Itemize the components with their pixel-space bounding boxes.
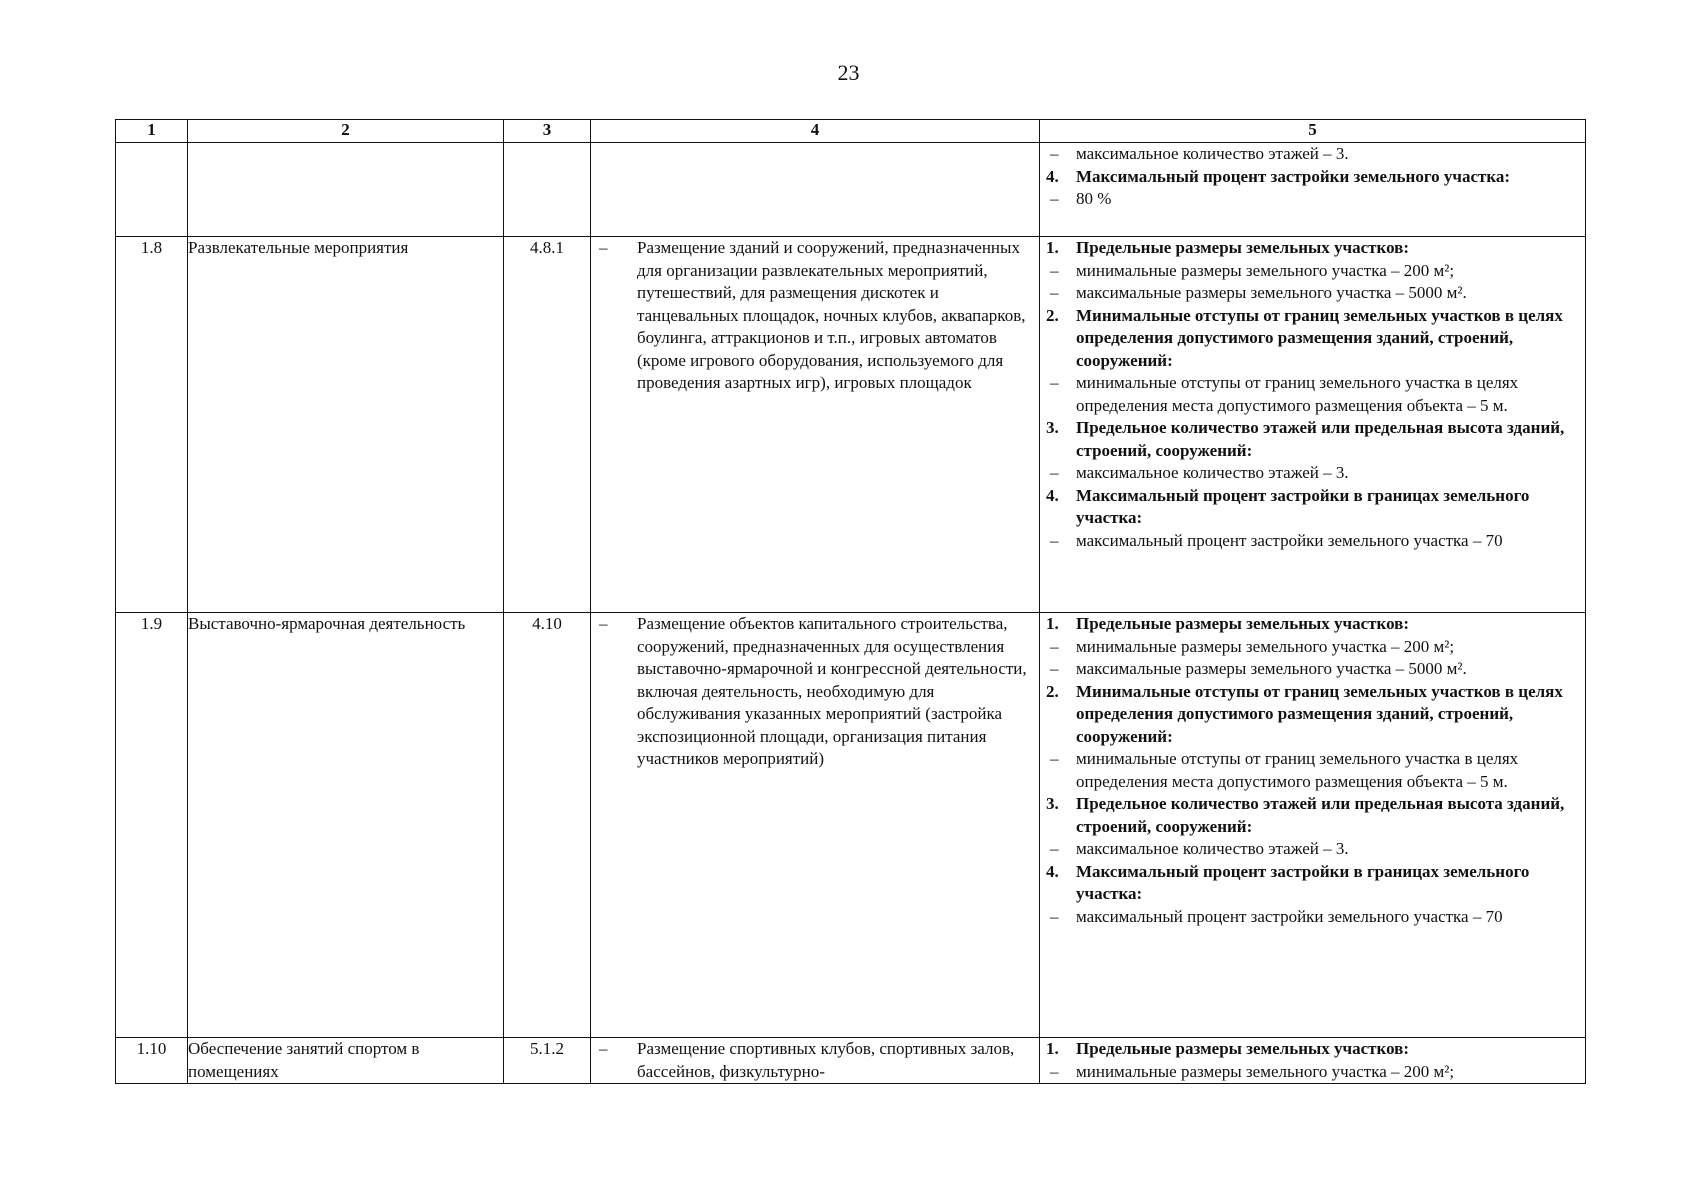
parameters-cell — [1040, 237, 1586, 613]
row-number: 1.10 — [116, 1038, 188, 1084]
header-col-2: 2 — [188, 120, 504, 143]
parameter-heading — [1040, 793, 1585, 838]
parameter-text: Предельные размеры земельных участков: — [1076, 238, 1410, 257]
parameter-heading — [1040, 237, 1585, 260]
parameter-heading — [1040, 1038, 1585, 1061]
parameter-value — [1040, 838, 1585, 861]
header-col-1: 1 — [116, 120, 188, 143]
parameter-text: 80 % — [1076, 189, 1112, 208]
parameter-value — [1040, 748, 1585, 793]
parameter-heading — [1040, 681, 1585, 749]
dash-marker: – — [1050, 906, 1059, 926]
use-code: 4.8.1 — [504, 237, 591, 613]
dash-marker: – — [1050, 144, 1059, 163]
description-text: Размещение объектов капитального строительства, сооружений, предназначенных для осуществления выставочно-ярмарочной и конгрессной деятельности, включая деятельность, необходимую для обслуживания указанных мероприятий (застройка экспозиционной площади, организация питания участников мероприятий) — [637, 614, 1027, 768]
description-item — [591, 613, 1039, 771]
parameter-text: минимальные отступы от границ земельного участка в целях определения места допустимого размещения объекта – 5 м. — [1076, 373, 1519, 415]
use-name: Развлекательные мероприятия — [188, 237, 504, 613]
zoning-table — [115, 119, 1586, 1084]
parameter-heading — [1040, 613, 1585, 636]
parameter-value — [1040, 282, 1585, 305]
dash-marker: – — [1050, 749, 1059, 768]
number-marker: 4. — [1046, 485, 1059, 505]
dash-marker: – — [1050, 636, 1059, 656]
parameter-value — [1040, 658, 1585, 681]
use-code: 5.1.2 — [504, 1038, 591, 1084]
parameters-cell — [1040, 613, 1586, 1038]
dash-marker: – — [1050, 463, 1059, 482]
description-item — [591, 1038, 1039, 1083]
dash-marker: – — [599, 1039, 608, 1058]
number-marker: 2. — [1046, 681, 1059, 701]
parameter-text: минимальные отступы от границ земельного участка в целях определения места допустимого размещения объекта – 5 м. — [1076, 749, 1519, 791]
use-name: Обеспечение занятий спортом в помещениях — [188, 1038, 504, 1084]
parameter-heading — [1040, 485, 1585, 530]
dash-marker: – — [1050, 189, 1059, 208]
dash-marker: – — [1050, 283, 1059, 302]
parameter-text: максимальное количество этажей – 3. — [1076, 839, 1349, 858]
page-number: 23 — [837, 60, 860, 85]
parameter-text: максимальный процент застройки земельного участка – 70 — [1076, 906, 1503, 926]
parameter-value — [1040, 372, 1585, 417]
parameters-cell — [1040, 1038, 1586, 1084]
parameter-text: Минимальные отступы от границ земельных участков в целях определения допустимого размещения зданий, строений, сооружений: — [1076, 305, 1563, 370]
parameter-value — [1040, 462, 1585, 485]
description-text: Размещение зданий и сооружений, предназначенных для организации развлекательных мероприятий, путешествий, для размещения дискотек и танцевальных площадок, ночных клубов, аквапарков, боулинга, аттракционов и т.п., игровых автоматов (кроме игрового оборудования, используемого для проведения азартных игр), игровых площадок — [637, 238, 1026, 392]
header-row — [116, 120, 1586, 143]
dash-marker: – — [1050, 373, 1059, 392]
parameter-text: максимальный процент застройки земельного участка – 70 — [1076, 530, 1503, 550]
number-marker: 4. — [1046, 861, 1059, 881]
table-row — [116, 613, 1586, 1038]
dash-marker: – — [599, 614, 608, 633]
header-col-3: 3 — [504, 120, 591, 143]
number-marker: 1. — [1046, 614, 1059, 633]
parameter-text: Предельные размеры земельных участков: — [1076, 1039, 1410, 1058]
dash-marker: – — [599, 238, 608, 257]
dash-marker: – — [1050, 530, 1059, 550]
use-code — [504, 143, 591, 237]
parameter-text: максимальное количество этажей – 3. — [1076, 144, 1349, 163]
number-marker: 3. — [1046, 418, 1059, 437]
table-row — [116, 143, 1586, 237]
parameter-heading — [1040, 305, 1585, 373]
parameter-heading — [1040, 417, 1585, 462]
dash-marker: – — [1050, 1061, 1059, 1081]
table-row — [116, 237, 1586, 613]
number-marker: 1. — [1046, 1039, 1059, 1058]
parameter-text: максимальные размеры земельного участка – 5000 м². — [1076, 283, 1467, 302]
dash-marker: – — [1050, 659, 1059, 678]
parameter-text: Предельное количество этажей или предельная высота зданий, строений, сооружений: — [1076, 794, 1565, 836]
dash-marker: – — [1050, 839, 1059, 858]
parameter-value — [1040, 188, 1585, 211]
parameter-text: минимальные размеры земельного участка – 200 м²; — [1076, 1061, 1455, 1081]
parameter-heading — [1040, 166, 1585, 189]
parameter-text: Максимальный процент застройки земельного участка: — [1076, 166, 1511, 186]
parameter-text: Минимальные отступы от границ земельных участков в целях определения допустимого размещения зданий, строений, сооружений: — [1076, 681, 1563, 746]
dash-marker: – — [1050, 260, 1059, 280]
row-number — [116, 143, 188, 237]
row-number: 1.9 — [116, 613, 188, 1038]
number-marker: 2. — [1046, 305, 1059, 325]
parameter-text: максимальные размеры земельного участка – 5000 м². — [1076, 659, 1467, 678]
use-description — [591, 1038, 1040, 1084]
number-marker: 3. — [1046, 794, 1059, 813]
description-text: Размещение спортивных клубов, спортивных залов, бассейнов, физкультурно- — [637, 1039, 1015, 1081]
parameter-value — [1040, 530, 1585, 553]
parameter-text: Максимальный процент застройки в границах земельного участка: — [1076, 861, 1530, 903]
parameter-text: Предельные размеры земельных участков: — [1076, 614, 1410, 633]
number-marker: 4. — [1046, 166, 1059, 186]
use-name: Выставочно-ярмарочная деятельность — [188, 613, 504, 1038]
parameters-cell — [1040, 143, 1586, 237]
description-item — [591, 237, 1039, 395]
parameter-value — [1040, 1061, 1585, 1084]
header-col-5: 5 — [1040, 120, 1586, 143]
use-description — [591, 613, 1040, 1038]
table-row — [116, 1038, 1586, 1084]
parameter-value — [1040, 260, 1585, 283]
parameter-heading — [1040, 861, 1585, 906]
use-code: 4.10 — [504, 613, 591, 1038]
use-name — [188, 143, 504, 237]
header-col-4: 4 — [591, 120, 1040, 143]
parameter-value — [1040, 143, 1585, 166]
parameter-text: Максимальный процент застройки в границах земельного участка: — [1076, 485, 1530, 527]
parameter-value — [1040, 636, 1585, 659]
use-description — [591, 237, 1040, 613]
parameter-text: минимальные размеры земельного участка – 200 м²; — [1076, 260, 1455, 280]
parameter-value — [1040, 906, 1585, 929]
row-number: 1.8 — [116, 237, 188, 613]
number-marker: 1. — [1046, 238, 1059, 257]
use-description — [591, 143, 1040, 237]
parameter-text: максимальное количество этажей – 3. — [1076, 463, 1349, 482]
parameter-text: минимальные размеры земельного участка – 200 м²; — [1076, 636, 1455, 656]
parameter-text: Предельное количество этажей или предельная высота зданий, строений, сооружений: — [1076, 418, 1565, 460]
